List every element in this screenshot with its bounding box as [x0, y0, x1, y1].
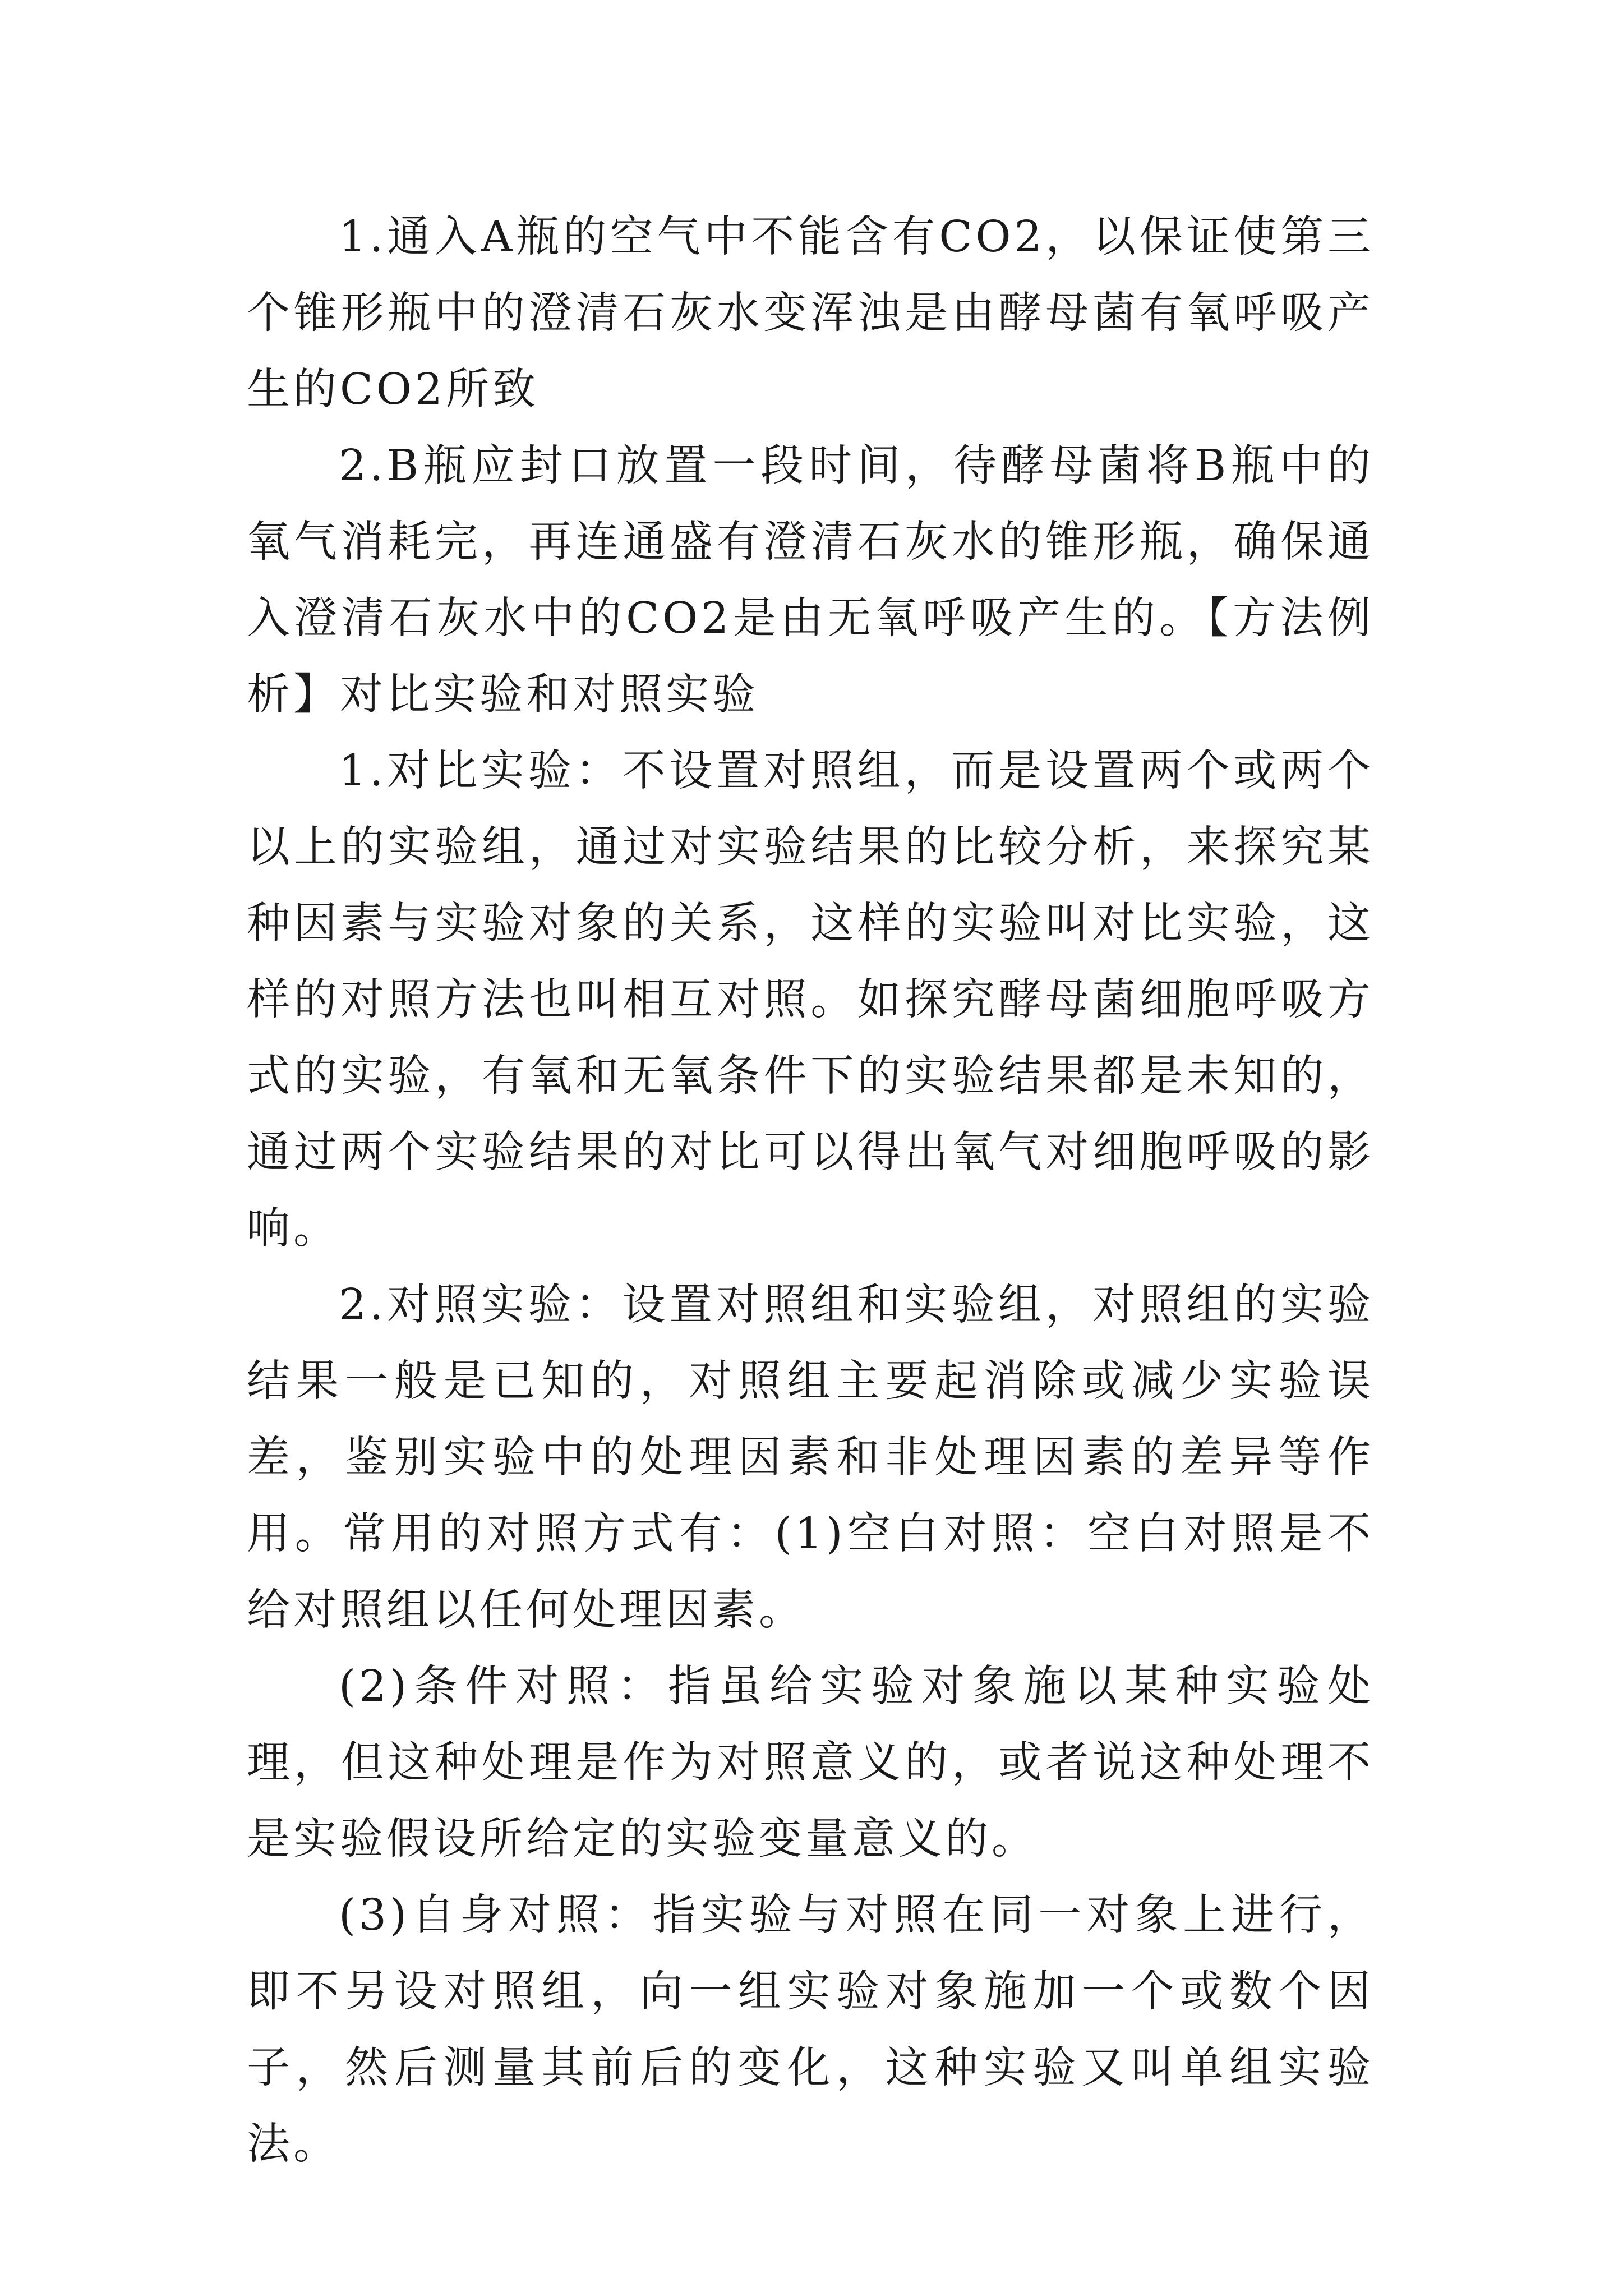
paragraph-self-control: (3)自身对照：指实验与对照在同一对象上进行，即不另设对照组，向一组实验对象施加一个或数个因子，然后测量其前后的变化，这种实验又叫单组实验法。: [247, 1890, 1374, 2169]
paragraph-co2-requirement: 1.通入A瓶的空气中不能含有CO2，以保证使第三个锥形瓶中的澄清石灰水变浑浊是由酵母菌有氧呼吸产生的CO2所致: [247, 212, 1374, 415]
paragraph-bottle-b-sealing: 2.B瓶应封口放置一段时间，待酵母菌将B瓶中的氧气消耗完，再连通盛有澄清石灰水的锥形瓶，确保通入澄清石灰水中的CO2是由无氧呼吸产生的。【方法例析】对比实验和对照实验: [247, 441, 1374, 720]
paragraph-condition-control: (2)条件对照：指虽给实验对象施以某种实验处理，但这种处理是作为对照意义的，或者说这种处理不是实验假设所给定的实验变量意义的。: [247, 1662, 1374, 1864]
paragraph-controlled-experiment: 2.对照实验：设置对照组和实验组，对照组的实验结果一般是已知的，对照组主要起消除或减少实验误差，鉴别实验中的处理因素和非处理因素的差异等作用。常用的对照方式有：(1)空白对照：空白对照是不给对照组以任何处理因素。: [247, 1280, 1374, 1635]
paragraph-comparative-experiment: 1.对比实验：不设置对照组，而是设置两个或两个以上的实验组，通过对实验结果的比较分析，来探究某种因素与实验对象的关系，这样的实验叫对比实验，这样的对照方法也叫相互对照。如探究酵母菌细胞呼吸方式的实验，有氧和无氧条件下的实验结果都是未知的，通过两个实验结果的对比可以得出氧气对细胞呼吸的影响。: [247, 746, 1374, 1254]
document-body: [247, 199, 1374, 2183]
